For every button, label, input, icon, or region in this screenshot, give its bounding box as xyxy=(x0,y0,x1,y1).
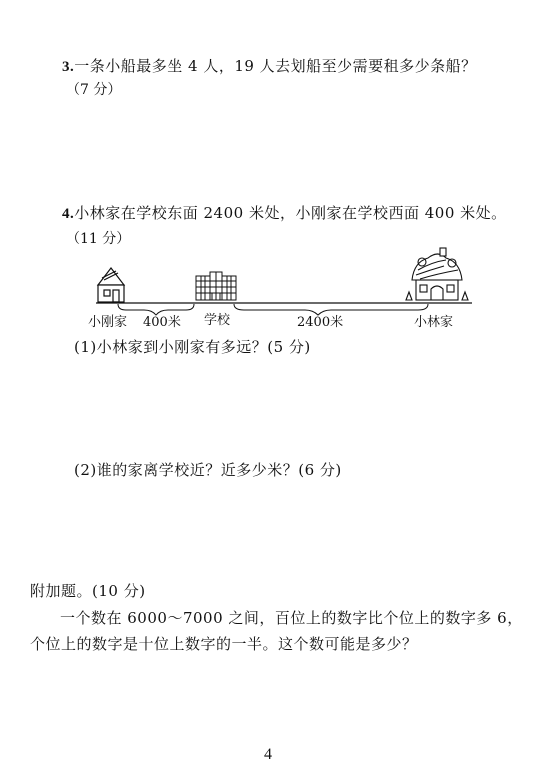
question-4-part-1: (1)小林家到小刚家有多远？(5 分) xyxy=(74,338,311,356)
label-400m: 400米 xyxy=(143,315,181,330)
school-building-icon xyxy=(196,272,236,300)
question-4-number: 4. xyxy=(62,206,75,222)
bonus-text-line-2: 个位上的数字是十位上数字的一半。这个数可能是多少？ xyxy=(30,635,418,653)
label-xiaogang-home: 小刚家 xyxy=(88,315,128,330)
question-3-points: （7 分） xyxy=(66,82,122,98)
label-xiaolin-home: 小林家 xyxy=(414,315,454,330)
question-4-part-2: (2)谁的家离学校近？近多少米？(6 分) xyxy=(74,461,342,479)
question-4-points: （11 分） xyxy=(66,231,131,247)
label-school: 学校 xyxy=(204,313,231,328)
bonus-title: 附加题。(10 分) xyxy=(30,582,146,600)
xiaogang-house-icon xyxy=(98,268,124,302)
label-2400m: 2400米 xyxy=(297,315,344,330)
question-4-text: 小林家在学校东面 2400 米处，小刚家在学校西面 400 米处。 xyxy=(74,204,507,222)
distance-diagram xyxy=(0,0,540,340)
bonus-text-line-1: 一个数在 6000～7000 之间，百位上的数字比个位上的数字多 6， xyxy=(60,609,523,627)
question-3-text: 一条小船最多坐 4 人，19 人去划船至少需要租多少条船？ xyxy=(74,57,477,75)
question-3-number: 3. xyxy=(62,59,75,75)
page-number: 4 xyxy=(264,746,272,763)
xiaolin-house-icon xyxy=(406,248,468,300)
